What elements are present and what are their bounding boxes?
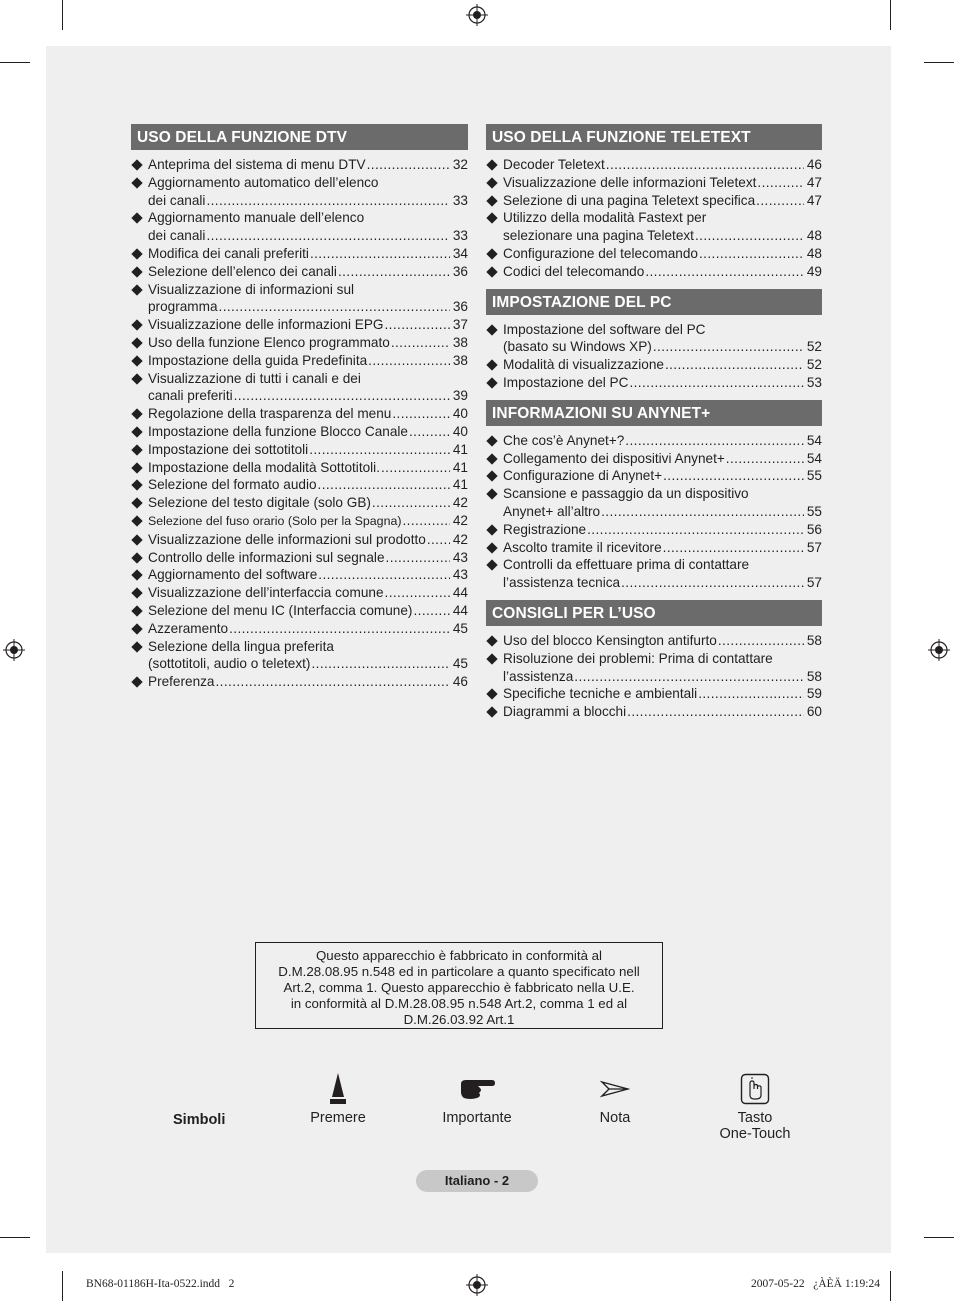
diamond-bullet-icon (131, 515, 142, 526)
footer-timestamp: 2007-05-22 ¿ÀÈÄ 1:19:24 (750, 1278, 880, 1290)
dot-leader (229, 620, 450, 638)
dot-leader (381, 459, 450, 477)
toc-entry-title: Aggiornamento del software (148, 567, 318, 583)
toc-entry (131, 476, 468, 494)
registration-mark-icon (466, 4, 488, 26)
dot-leader (645, 263, 804, 281)
toc-entry (486, 485, 822, 521)
one-touch-icon (740, 1073, 770, 1105)
diamond-bullet-icon (486, 195, 497, 206)
toc-entry-title: Visualizzazione dell’interfaccia comune (148, 585, 384, 601)
dot-leader (698, 685, 804, 703)
dot-leader (402, 512, 449, 530)
toc-entry-title: Aggiornamento manuale dell’elenco (148, 210, 365, 226)
toc-entry-title: Visualizzazione delle informazioni Teletext (503, 174, 757, 190)
toc-entry-title: Anteprima del sistema di menu DTV (148, 157, 366, 172)
toc-entry-title: Selezione del formato audio (148, 477, 317, 493)
toc-entry-title: Collegamento dei dispositivi Anynet+ (503, 450, 725, 466)
diamond-bullet-icon (131, 159, 142, 170)
toc-entry (131, 459, 468, 477)
dot-leader (385, 316, 450, 334)
dot-leader (757, 174, 803, 192)
toc-entry (131, 174, 468, 210)
section-heading: USO DELLA FUNZIONE DTV (131, 124, 468, 150)
toc-section (486, 600, 822, 721)
toc-entry (131, 441, 468, 459)
diamond-bullet-icon (486, 706, 497, 717)
toc-entry-title: Visualizzazione delle informazioni sul prodotto (148, 531, 426, 547)
page-number: 53 (806, 374, 822, 390)
toc-entry-continuation: l’assistenza tecnica (503, 575, 621, 591)
crop-mark (0, 1237, 30, 1238)
dot-leader (234, 387, 450, 405)
page-number: 42 (452, 531, 468, 547)
diamond-bullet-icon (486, 524, 497, 535)
diamond-bullet-icon (131, 248, 142, 259)
dot-leader (385, 584, 450, 602)
toc-entry (486, 467, 822, 485)
press-icon (328, 1071, 348, 1107)
diamond-bullet-icon (486, 213, 497, 224)
toc-entry-title: Controllo delle informazioni sul segnale (148, 549, 385, 565)
dot-leader (309, 441, 450, 459)
toc-column-left (131, 124, 468, 699)
toc-entry (131, 512, 468, 531)
toc-entry-title: Selezione del menu IC (Interfaccia comune) (148, 602, 413, 618)
toc-entry-continuation: Anynet+ all’altro (503, 503, 601, 519)
diamond-bullet-icon (131, 408, 142, 419)
diamond-bullet-icon (131, 641, 142, 652)
diamond-bullet-icon (486, 689, 497, 700)
page-number: 37 (452, 317, 468, 333)
page-number: 54 (806, 432, 822, 448)
page-number: 41 (452, 477, 468, 493)
dot-leader (606, 156, 804, 174)
dot-leader (663, 467, 804, 485)
symbol-press (298, 1068, 378, 1126)
toc-entry-title: Specifiche tecniche e ambientali (503, 686, 698, 702)
page-number: 46 (452, 674, 468, 690)
toc-entry (486, 321, 822, 357)
page-number: 44 (452, 585, 468, 601)
dot-leader (427, 531, 450, 549)
toc-entry-title: Configurazione di Anynet+ (503, 468, 663, 484)
diamond-bullet-icon (486, 377, 497, 388)
toc-entry-title: Controlli da effettuare prima di contattare (503, 557, 750, 573)
toc-entry (486, 374, 822, 392)
diamond-bullet-icon (486, 653, 497, 664)
toc-entry-title: Preferenza (148, 674, 215, 690)
toc-entry (131, 334, 468, 352)
dot-leader (601, 503, 804, 521)
dot-leader (368, 352, 450, 370)
dot-leader (726, 450, 804, 468)
page-number: 39 (452, 388, 468, 404)
dot-leader (206, 192, 449, 210)
toc-entry (131, 602, 468, 620)
toc-section (486, 400, 822, 592)
toc-entry (486, 685, 822, 703)
page-number: 58 (806, 632, 822, 648)
symbol-label: Nota (599, 1110, 631, 1126)
page-number: 42 (452, 495, 468, 511)
toc-entry-title: Modifica dei canali preferiti (148, 245, 309, 261)
crop-mark (0, 62, 30, 63)
diamond-bullet-icon (131, 462, 142, 473)
registration-mark-icon (466, 1274, 488, 1296)
dot-leader (629, 374, 803, 392)
diamond-bullet-icon (486, 159, 497, 170)
crop-mark (890, 1271, 891, 1301)
dot-leader (318, 476, 450, 494)
dot-leader (391, 334, 450, 352)
toc-entry (131, 281, 468, 317)
page-number: 36 (452, 299, 468, 315)
page-number: 44 (452, 602, 468, 618)
diamond-bullet-icon (486, 177, 497, 188)
dot-leader (338, 263, 450, 281)
page-number: 57 (806, 539, 822, 555)
toc-entry (131, 352, 468, 370)
toc-entry-title: Impostazione della guida Predefinita (148, 352, 368, 368)
symbol-note (585, 1068, 645, 1126)
dot-leader (695, 227, 804, 245)
section-heading: CONSIGLI PER L’USO (486, 600, 822, 626)
crop-mark (890, 0, 891, 30)
diamond-bullet-icon (131, 213, 142, 224)
dot-leader (699, 245, 804, 263)
page-number: 38 (452, 352, 468, 368)
toc-entry (486, 650, 822, 686)
page-number: 33 (452, 192, 468, 208)
diamond-bullet-icon (131, 497, 142, 508)
dot-leader (621, 574, 804, 592)
page-number: 49 (806, 263, 822, 279)
toc-entry (131, 566, 468, 584)
dot-leader (372, 494, 450, 512)
toc-entry (131, 584, 468, 602)
toc-entry-continuation: programma (148, 299, 218, 315)
toc-entry (131, 494, 468, 512)
conformity-notice (255, 942, 663, 1029)
page-number: 57 (806, 575, 822, 591)
toc-entry (131, 405, 468, 423)
section-heading: INFORMAZIONI SU ANYNET+ (486, 400, 822, 426)
page-number: 47 (806, 192, 822, 208)
dot-leader (367, 156, 450, 174)
toc-entry-title: Selezione dell’elenco dei canali (148, 263, 337, 279)
diamond-bullet-icon (486, 542, 497, 553)
toc-entry-title: Diagrammi a blocchi (503, 704, 627, 720)
page-number: 41 (452, 441, 468, 457)
toc-entry-continuation: dei canali (148, 228, 206, 244)
diamond-bullet-icon (486, 488, 497, 499)
notice-line: D.M.26.03.92 Art.1 (403, 1012, 515, 1027)
toc-entry (486, 521, 822, 539)
toc-entry-title: Selezione del testo digitale (solo GB) (148, 495, 371, 511)
notice-line: Art.2, comma 1. Questo apparecchio è fabbricato nella U.E. (283, 980, 635, 995)
toc-entry-continuation: l’assistenza (503, 668, 574, 684)
toc-entry-title: Utilizzo della modalità Fastext per (503, 210, 707, 226)
page-number: 47 (806, 174, 822, 190)
toc-entry-title: Aggiornamento automatico dell’elenco (148, 174, 379, 190)
section-heading: IMPOSTAZIONE DEL PC (486, 289, 822, 315)
diamond-bullet-icon (131, 373, 142, 384)
toc-entry (486, 703, 822, 721)
toc-entry-continuation: selezionare una pagina Teletext (503, 228, 694, 244)
page-number: 38 (452, 334, 468, 350)
page-number: 55 (806, 468, 822, 484)
page-number: 52 (806, 357, 822, 373)
toc-section (131, 124, 468, 691)
notice-line: D.M.28.08.95 n.548 ed in particolare a quanto specificato nell (278, 964, 640, 979)
diamond-bullet-icon (131, 355, 142, 366)
toc-entry-title: Decoder Teletext (503, 157, 605, 172)
diamond-bullet-icon (131, 426, 142, 437)
diamond-bullet-icon (486, 635, 497, 646)
page-number: 36 (452, 263, 468, 279)
diamond-bullet-icon (131, 444, 142, 455)
dot-leader (665, 356, 804, 374)
toc-entry (486, 356, 822, 374)
toc-entry-title: Ascolto tramite il ricevitore (503, 539, 662, 555)
toc-entry (486, 556, 822, 592)
toc-entry (131, 156, 468, 174)
dot-leader (409, 423, 450, 441)
toc-entry (486, 539, 822, 557)
symbol-important (432, 1068, 522, 1126)
page-number: 45 (452, 620, 468, 636)
diamond-bullet-icon (131, 266, 142, 277)
toc-entry (131, 423, 468, 441)
symbol-label: Premere (310, 1110, 366, 1126)
toc-entry-title: Che cos’è Anynet+? (503, 432, 625, 448)
toc-entry (131, 673, 468, 691)
page-number: 32 (452, 157, 468, 172)
diamond-bullet-icon (131, 570, 142, 581)
page-number: 45 (452, 656, 468, 672)
diamond-bullet-icon (131, 605, 142, 616)
page-number: 40 (452, 406, 468, 422)
toc-entry-title: Scansione e passaggio da un dispositivo (503, 486, 749, 502)
dot-leader (386, 549, 450, 567)
symbol-label: Importante (442, 1110, 512, 1126)
diamond-bullet-icon (131, 320, 142, 331)
toc-entry (131, 531, 468, 549)
toc-entry-title: Selezione di una pagina Teletext specifica (503, 192, 756, 208)
diamond-bullet-icon (131, 587, 142, 598)
toc-entry-continuation: canali preferiti (148, 388, 233, 404)
crop-mark (924, 1237, 954, 1238)
toc-entry-title: Codici del telecomando (503, 263, 645, 279)
toc-entry-title: Azzeramento (148, 620, 229, 636)
note-arrow-icon (600, 1080, 630, 1098)
toc-entry-title: Visualizzazione di informazioni sul (148, 281, 355, 297)
toc-entry-title: Uso del blocco Kensington antifurto (503, 632, 717, 648)
dot-leader (311, 655, 449, 673)
page-number: 46 (806, 157, 822, 172)
page-number: 60 (806, 704, 822, 720)
page-number: 41 (452, 459, 468, 475)
toc-entry-title: Impostazione della funzione Blocco Canale (148, 423, 408, 439)
dot-leader (206, 227, 449, 245)
toc-entry-title: Impostazione dei sottotitoli (148, 441, 309, 457)
symbols-label: Simboli (173, 1112, 226, 1128)
dot-leader (392, 405, 450, 423)
page-number: 34 (452, 245, 468, 261)
dot-leader (625, 432, 804, 450)
page-number: 40 (452, 423, 468, 439)
symbol-label-line2: One-Touch (719, 1126, 791, 1142)
toc-entry-title: Visualizzazione delle informazioni EPG (148, 317, 384, 333)
page-number: 33 (452, 228, 468, 244)
dot-leader (718, 632, 804, 650)
toc-entry-title: Selezione della lingua preferita (148, 638, 334, 654)
diamond-bullet-icon (131, 534, 142, 545)
diamond-bullet-icon (486, 453, 497, 464)
page-number: 52 (806, 339, 822, 355)
diamond-bullet-icon (486, 266, 497, 277)
dot-leader (413, 602, 449, 620)
dot-leader (574, 668, 804, 686)
page-number: 42 (452, 512, 468, 528)
toc-entry (131, 549, 468, 567)
diamond-bullet-icon (486, 360, 497, 371)
symbol-one-touch (710, 1068, 800, 1142)
page-number: 54 (806, 450, 822, 466)
diamond-bullet-icon (486, 324, 497, 335)
toc-entry (131, 263, 468, 281)
toc-section (486, 289, 822, 392)
toc-entry-continuation: (basato su Windows XP) (503, 339, 652, 355)
diamond-bullet-icon (131, 676, 142, 687)
toc-entry (486, 263, 822, 281)
diamond-bullet-icon (131, 552, 142, 563)
toc-entry (131, 620, 468, 638)
page-number-badge: Italiano - 2 (416, 1170, 538, 1192)
dot-leader (653, 338, 804, 356)
toc-entry-title: Visualizzazione di tutti i canali e dei (148, 370, 361, 386)
page-number: 58 (806, 668, 822, 684)
diamond-bullet-icon (486, 248, 497, 259)
notice-line: in conformità al D.M.28.08.95 n.548 Art.2, comma 1 ed al (290, 996, 628, 1011)
dot-leader (318, 566, 450, 584)
toc-entry (486, 156, 822, 174)
diamond-bullet-icon (131, 623, 142, 634)
crop-mark (924, 62, 954, 63)
toc-entry-continuation: dei canali (148, 192, 206, 208)
page-number: 48 (806, 228, 822, 244)
diamond-bullet-icon (486, 435, 497, 446)
toc-entry (486, 192, 822, 210)
pointing-hand-icon (458, 1077, 496, 1101)
toc-entry (486, 450, 822, 468)
toc-entry-title: Risoluzione dei problemi: Prima di contattare (503, 650, 773, 666)
page-number: 55 (806, 503, 822, 519)
dot-leader (310, 245, 450, 263)
page-number: 59 (806, 686, 822, 702)
crop-mark (62, 0, 63, 30)
toc-entry (131, 370, 468, 406)
toc-entry-title: Configurazione del telecomando (503, 245, 698, 261)
dot-leader (216, 673, 450, 691)
toc-entry-title: Selezione del fuso orario (Solo per la Spagna) (148, 513, 402, 528)
toc-entry (131, 316, 468, 334)
page-number: 43 (452, 567, 468, 583)
dot-leader (587, 521, 804, 539)
toc-entry-title: Uso della funzione Elenco programmato (148, 334, 390, 350)
registration-mark-icon (928, 639, 950, 661)
dot-leader (756, 192, 804, 210)
toc-entry-title: Modalità di visualizzazione (503, 357, 664, 373)
toc-entry (131, 245, 468, 263)
toc-entry (486, 632, 822, 650)
toc-entry (486, 245, 822, 263)
toc-entry-title: Impostazione della modalità Sottotitoli. (148, 459, 380, 475)
section-heading: USO DELLA FUNZIONE TELETEXT (486, 124, 822, 150)
dot-leader (219, 298, 450, 316)
page-number: 56 (806, 521, 822, 537)
toc-entry (486, 432, 822, 450)
toc-entry (486, 174, 822, 192)
crop-mark (62, 1271, 63, 1301)
dot-leader (663, 539, 804, 557)
toc-entry (486, 209, 822, 245)
toc-entry (131, 209, 468, 245)
page-number: 48 (806, 245, 822, 261)
toc-entry-title: Impostazione del software del PC (503, 321, 706, 337)
page-number: 43 (452, 549, 468, 565)
diamond-bullet-icon (131, 284, 142, 295)
toc-entry-title: Impostazione del PC (503, 374, 629, 390)
diamond-bullet-icon (486, 560, 497, 571)
diamond-bullet-icon (131, 337, 142, 348)
symbol-label: Tasto (737, 1110, 773, 1126)
diamond-bullet-icon (486, 471, 497, 482)
dot-leader (627, 703, 804, 721)
notice-line: Questo apparecchio è fabbricato in conformità al (315, 948, 603, 963)
registration-mark-icon (3, 639, 25, 661)
diamond-bullet-icon (131, 177, 142, 188)
toc-entry-continuation: (sottotitoli, audio o teletext) (148, 656, 311, 672)
toc-entry-title: Registrazione (503, 521, 587, 537)
footer-file-name: BN68-01186H-Ita-0522.indd 2 (86, 1278, 235, 1290)
diamond-bullet-icon (131, 480, 142, 491)
toc-entry-title: Regolazione della trasparenza del menu (148, 406, 392, 422)
toc-section (486, 124, 822, 281)
toc-column-right (486, 124, 822, 729)
toc-entry (131, 638, 468, 674)
